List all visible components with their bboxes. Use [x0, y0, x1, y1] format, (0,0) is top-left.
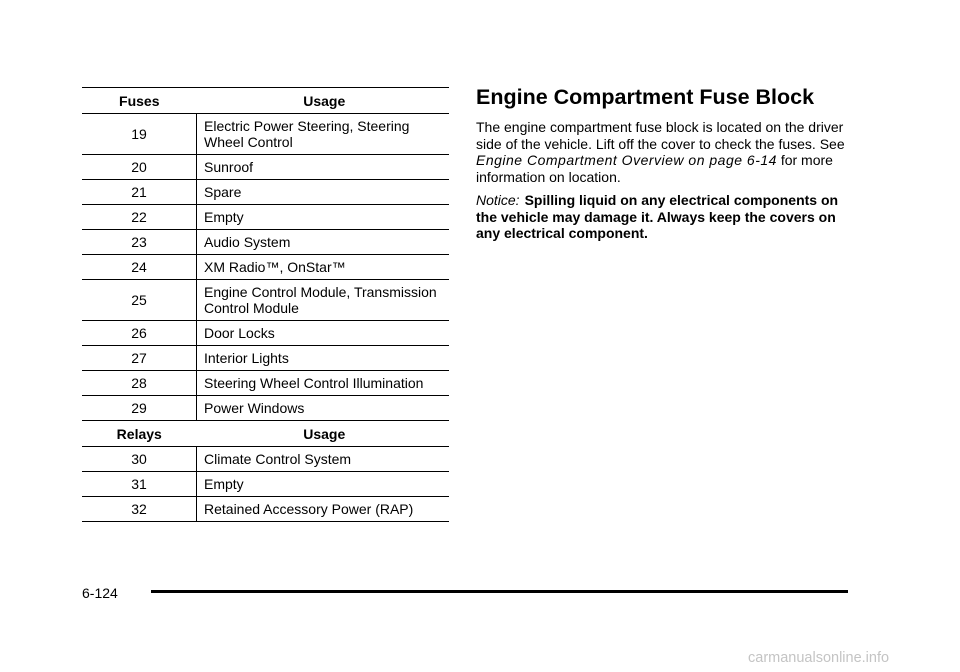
fuses-table-header — [82, 88, 449, 114]
page-number: 6-124 — [82, 585, 118, 601]
relays-table-header — [82, 421, 449, 447]
table-row — [82, 371, 449, 396]
usage-cell: Climate Control System — [197, 447, 450, 472]
table-row — [82, 114, 449, 155]
usage-cell: Sunroof — [197, 155, 450, 180]
notice-label: Notice: — [476, 192, 520, 208]
usage-cell: XM Radio™, OnStar™ — [197, 255, 450, 280]
usage-column-header: Usage — [197, 421, 450, 447]
table-row — [82, 230, 449, 255]
engine-fuse-block-section — [476, 84, 856, 242]
usage-column-header: Usage — [197, 88, 450, 114]
number-cell: 30 — [82, 447, 197, 472]
relays-column-header: Relays — [82, 421, 197, 447]
fuses-column-header: Fuses — [82, 88, 197, 114]
table-row — [82, 180, 449, 205]
fuses-table — [82, 87, 449, 421]
table-row — [82, 205, 449, 230]
usage-cell: Electric Power Steering, Steering Wheel Control — [197, 114, 450, 155]
watermark: carmanualsonline.info — [748, 650, 890, 666]
number-cell: 32 — [82, 497, 197, 522]
number-cell: 24 — [82, 255, 197, 280]
usage-cell: Audio System — [197, 230, 450, 255]
usage-cell: Power Windows — [197, 396, 450, 421]
usage-cell: Door Locks — [197, 321, 450, 346]
table-row — [82, 396, 449, 421]
body-text-end: for more information on location. — [476, 152, 833, 185]
table-row — [82, 155, 449, 180]
number-cell: 29 — [82, 396, 197, 421]
usage-cell: Spare — [197, 180, 450, 205]
usage-cell: Empty — [197, 472, 450, 497]
table-row — [82, 447, 449, 472]
table-row — [82, 255, 449, 280]
table-row — [82, 321, 449, 346]
usage-cell: Steering Wheel Control Illumination — [197, 371, 450, 396]
table-row — [82, 346, 449, 371]
notice-text: Spilling liquid on any electrical components on the vehicle may damage it. Always keep the covers on any electrical component. — [476, 192, 839, 241]
number-cell: 21 — [82, 180, 197, 205]
number-cell: 28 — [82, 371, 197, 396]
number-cell: 31 — [82, 472, 197, 497]
table-row — [82, 472, 449, 497]
section-body — [476, 119, 856, 185]
number-cell: 19 — [82, 114, 197, 155]
usage-cell: Interior Lights — [197, 346, 450, 371]
table-row — [82, 280, 449, 321]
usage-cell: Engine Control Module, Transmission Control Module — [197, 280, 450, 321]
number-cell: 25 — [82, 280, 197, 321]
table-row — [82, 497, 449, 522]
number-cell: 26 — [82, 321, 197, 346]
usage-cell: Retained Accessory Power (RAP) — [197, 497, 450, 522]
footer-rule — [151, 590, 848, 593]
cross-reference-link[interactable]: Engine Compartment Overview on page 6-14 — [476, 152, 777, 168]
relays-table — [82, 420, 449, 522]
number-cell: 27 — [82, 346, 197, 371]
section-heading: Engine Compartment Fuse Block — [476, 85, 815, 109]
number-cell: 23 — [82, 230, 197, 255]
number-cell: 20 — [82, 155, 197, 180]
number-cell: 22 — [82, 205, 197, 230]
usage-cell: Empty — [197, 205, 450, 230]
body-text-start: The engine compartment fuse block is located on the driver side of the vehicle. Lift off the cover to check the fuses. See — [476, 119, 845, 152]
notice-paragraph — [476, 192, 856, 242]
